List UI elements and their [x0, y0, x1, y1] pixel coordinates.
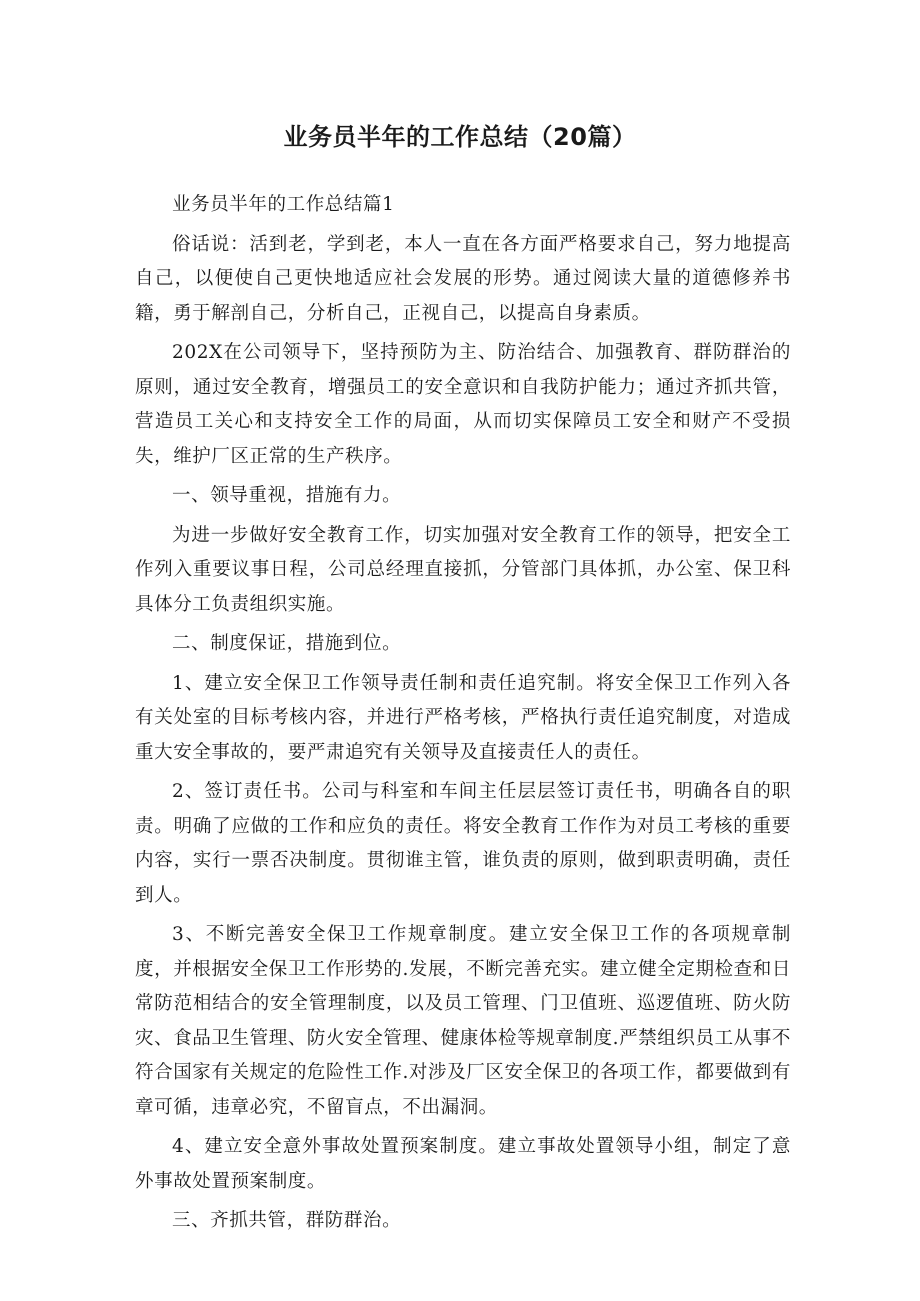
paragraph: 4、建立安全意外事故处置预案制度。建立事故处置领导小组，制定了意外事故处置预案制度。 — [135, 1136, 791, 1192]
subheading: 一、领导重视，措施有力。 — [172, 485, 402, 506]
paragraph: 3、不断完善安全保卫工作规章制度。建立安全保卫工作的各项规章制度，并根据安全保卫工作形势的.发展，不断完善充实。建立健全定期检查和日常防范相结合的安全管理制度，以及员工管理、门卫值班、巡逻值班、防火防灾、食品卫生管理、防火安全管理、健康体检等规章制度.严禁组织员工从事不符合国家有关规定的危险性工作.对涉及厂区安全保卫的各项工作，都要做到有章可循，违章必究，不留盲点，不出漏洞。 — [135, 924, 791, 1118]
paragraph: 俗话说：活到老，学到老，本人一直在各方面严格要求自己，努力地提高自己，以便使自己更快地适应社会发展的形势。通过阅读大量的道德修养书籍，勇于解剖自己，分析自己，正视自己，以提高自身素质。 — [135, 233, 791, 324]
section-heading: 业务员半年的工作总结篇1 — [172, 194, 395, 215]
paragraph: 1、建立安全保卫工作领导责任制和责任追究制。将安全保卫工作列入各有关处室的目标考核内容，并进行严格考核，严格执行责任追究制度，对造成重大安全事故的，要严肃追究有关领导及直接责任人的责任。 — [135, 672, 791, 763]
document-body — [135, 188, 791, 1244]
subheading: 二、制度保证，措施到位。 — [172, 633, 402, 654]
document-title: 业务员半年的工作总结（20篇） — [283, 123, 637, 151]
paragraph: 为进一步做好安全教育工作，切实加强对安全教育工作的领导，把安全工作列入重要议事日程，公司总经理直接抓，分管部门具体抓，办公室、保卫科具体分工负责组织实施。 — [135, 524, 791, 615]
paragraph: 202X在公司领导下，坚持预防为主、防治结合、加强教育、群防群治的原则，通过安全教育，增强员工的安全意识和自我防护能力；通过齐抓共管，营造员工关心和支持安全工作的局面，从而切实保障员工安全和财产不受损失，维护厂区正常的生产秩序。 — [135, 342, 791, 467]
subheading: 三、齐抓共管，群防群治。 — [172, 1210, 402, 1231]
paragraph: 2、签订责任书。公司与科室和车间主任层层签订责任书，明确各自的职责。明确了应做的工作和应负的责任。将安全教育工作作为对员工考核的重要内容，实行一票否决制度。贯彻谁主管，谁负责的原则，做到职责明确，责任到人。 — [135, 781, 791, 906]
